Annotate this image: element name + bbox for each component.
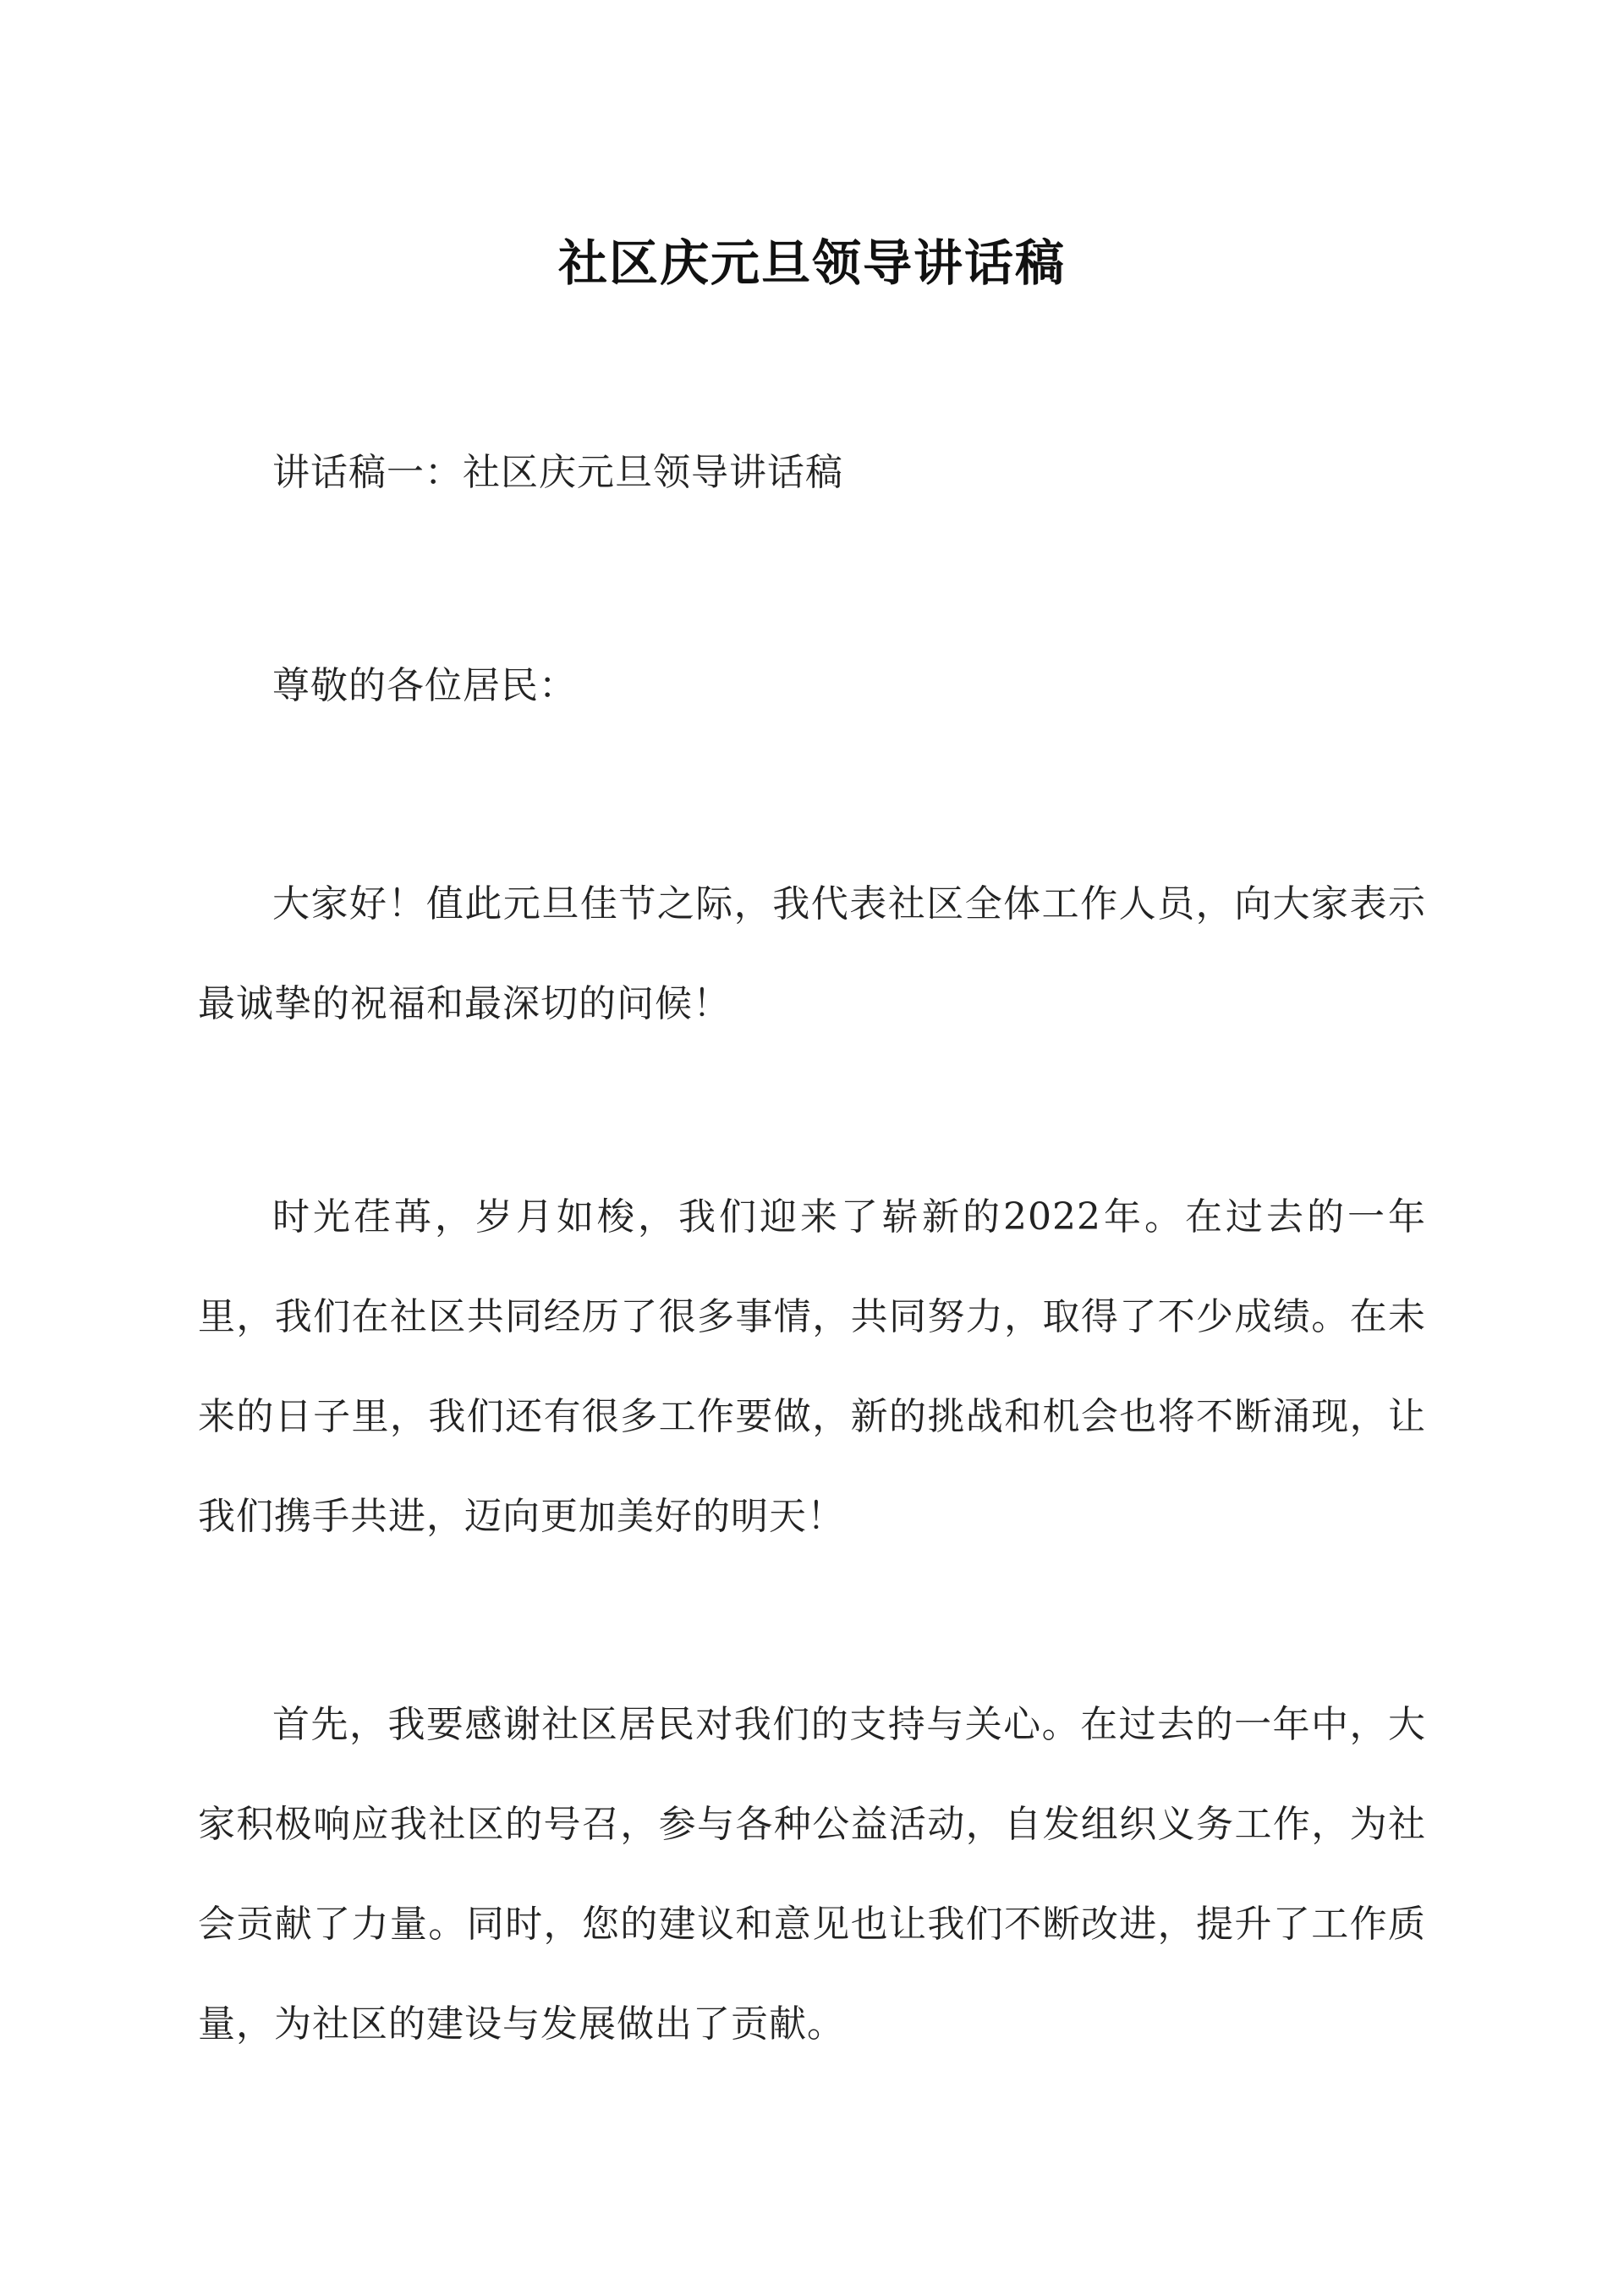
paragraph-new-year <box>198 1167 1426 1567</box>
paragraph-salutation <box>198 636 1426 736</box>
paragraph-text: 讲话稿一：社区庆元旦领导讲话稿 <box>272 451 843 494</box>
paragraph-section-heading <box>198 423 1426 523</box>
paragraph-text: 首先，我要感谢社区居民对我们的支持与关心。在过去的一年中，大家积极响应我社区的号召，参与各种公益活动，自发组织义务工作，为社会贡献了力量。同时，您的建议和意见也让我们不断改进，提升了工作质量，为社区的建设与发展做出了贡献。 <box>198 1703 1426 2046</box>
paragraph-greeting <box>198 854 1426 1054</box>
paragraph-text: 大家好！值此元旦佳节之际，我代表社区全体工作人员，向大家表示最诚挚的祝福和最深切的问候！ <box>198 882 1426 1025</box>
paragraph-thanks <box>198 1675 1426 2074</box>
document-title: 社区庆元旦领导讲话稿 <box>557 233 1066 292</box>
paragraph-text: 时光荏苒，岁月如梭，我们迎来了崭新的2022年。在过去的一年里，我们在社区共同经历了很多事情，共同努力，取得了不少成绩。在未来的日子里，我们还有很多工作要做，新的挑战和机会也将不断涌现，让我们携手共进，迈向更加美好的明天！ <box>198 1195 1426 1538</box>
paragraph-text: 尊敬的各位居民： <box>272 664 577 707</box>
